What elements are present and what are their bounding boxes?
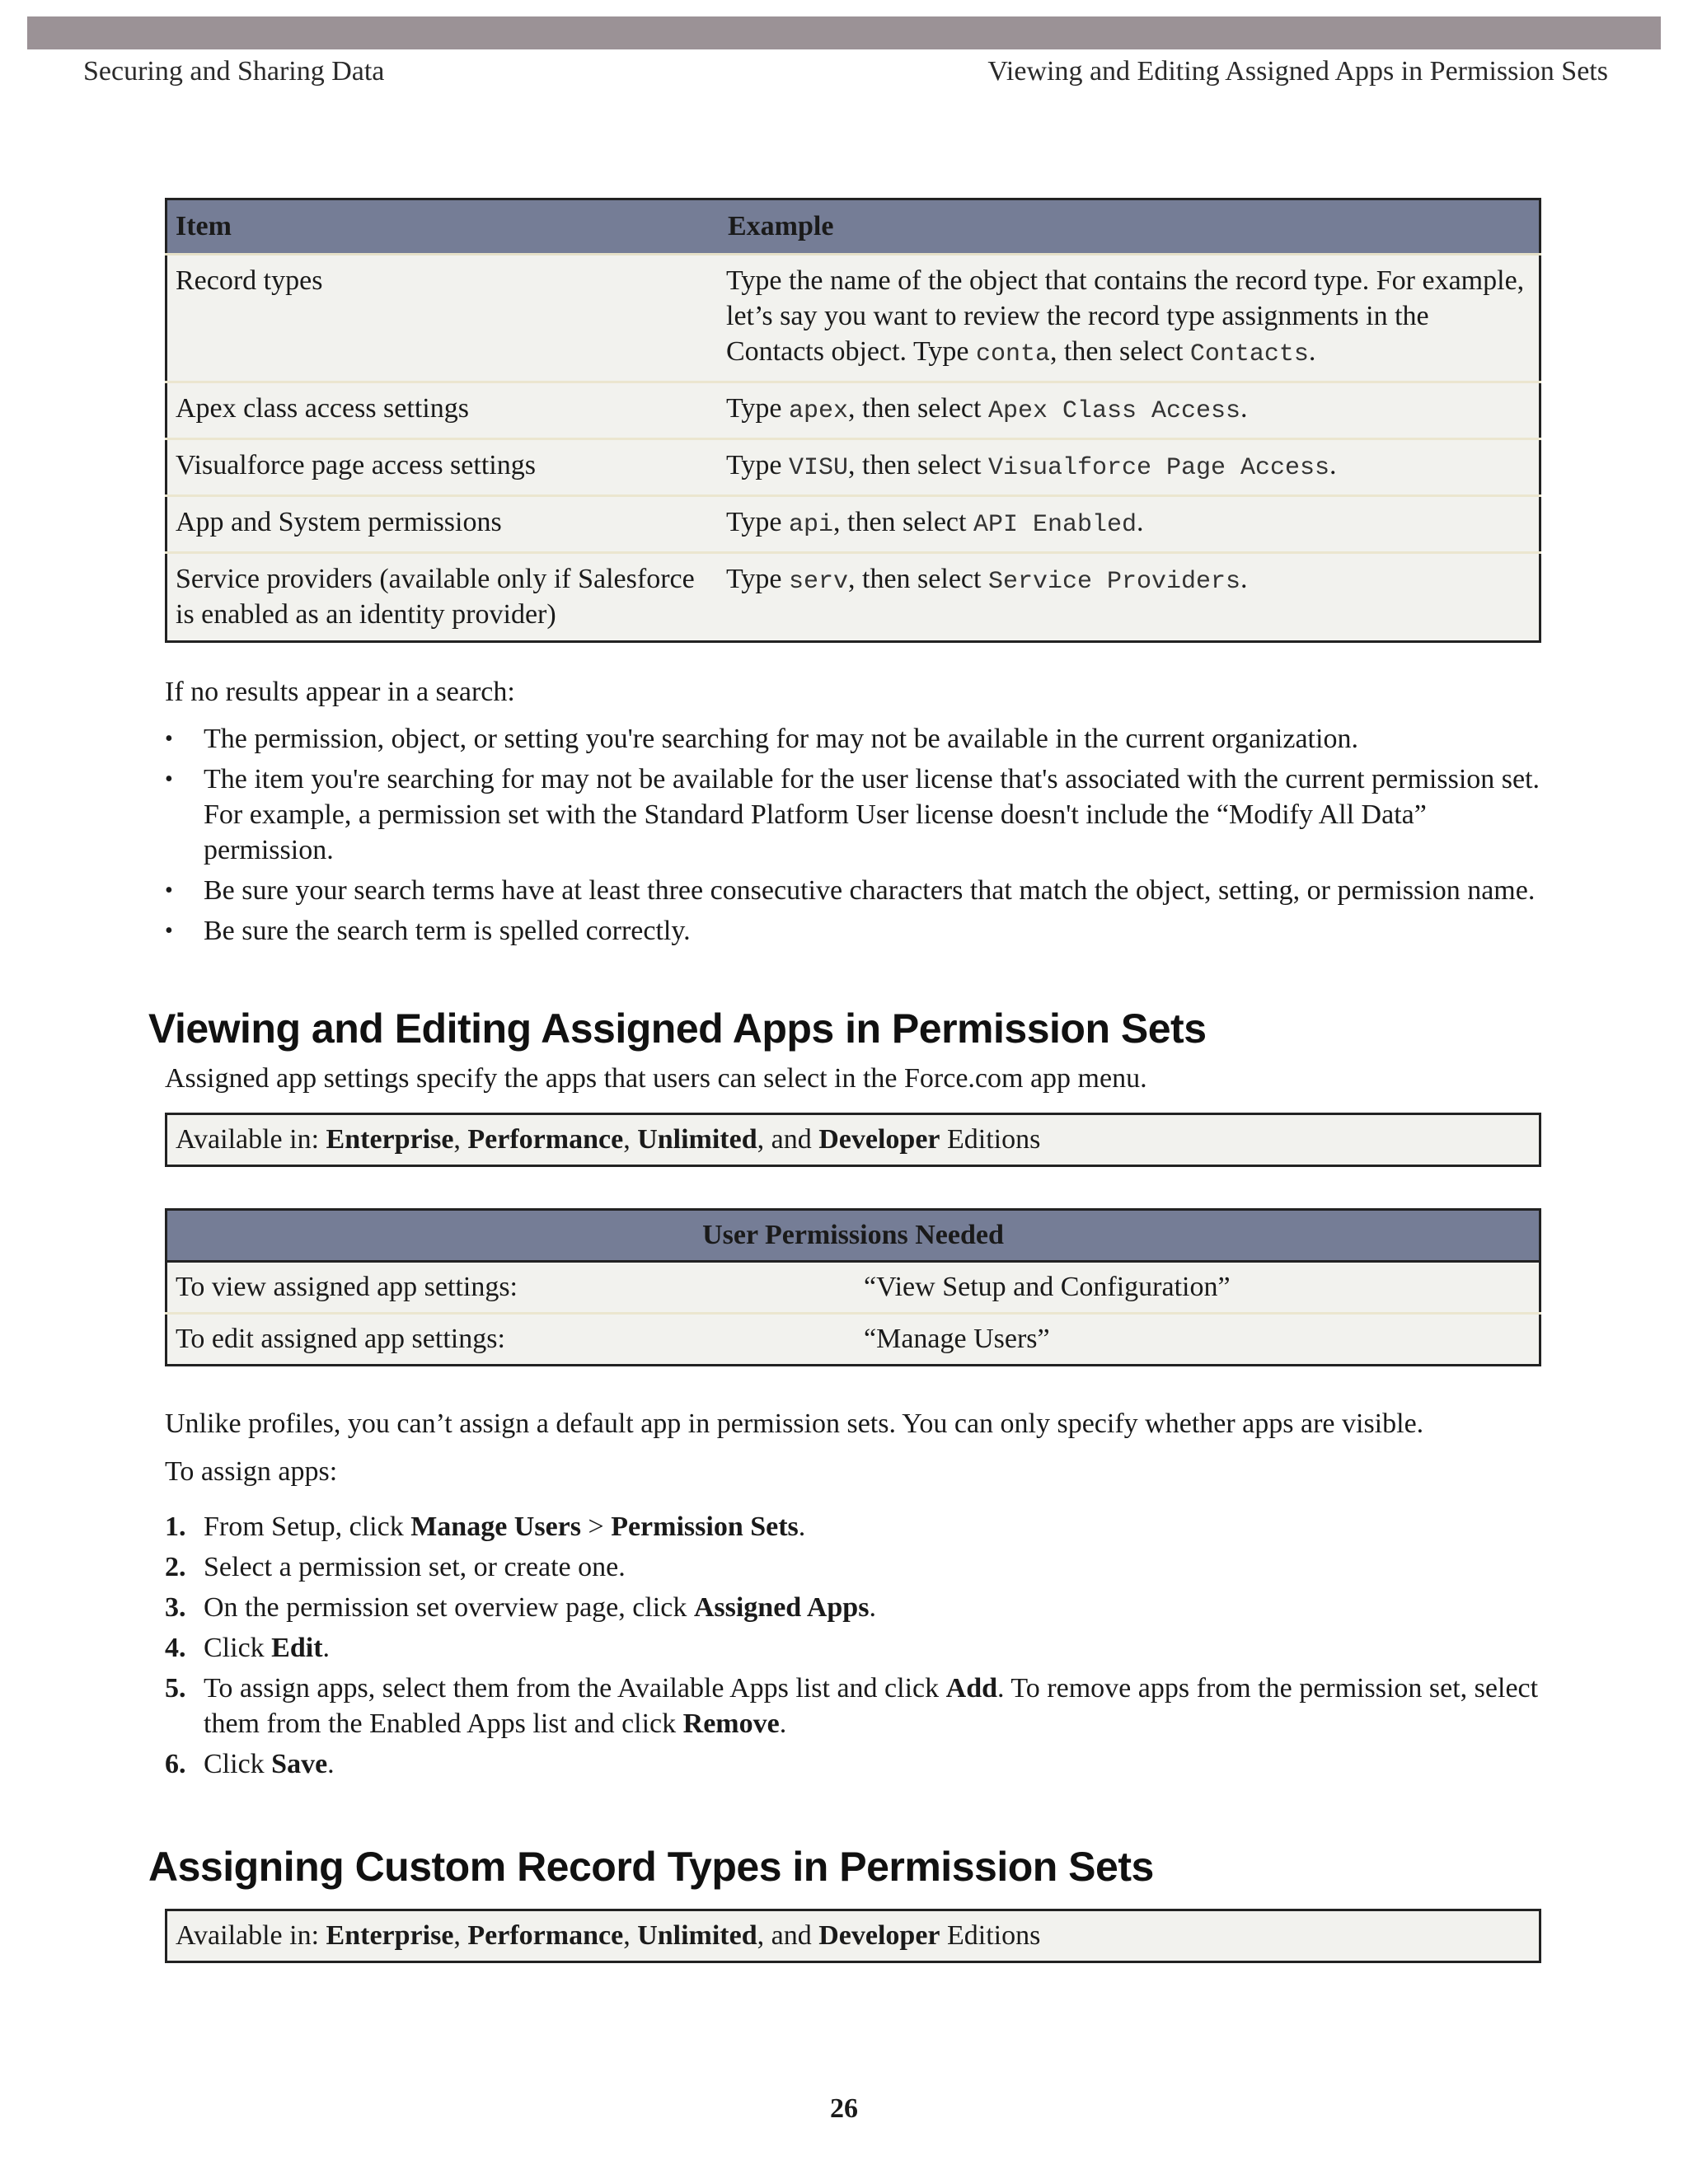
no-results-intro: If no results appear in a search:: [165, 677, 515, 707]
inline-code: API Enabled: [973, 511, 1137, 539]
text-run: .: [322, 1633, 331, 1663]
inline-code: conta: [975, 340, 1050, 368]
inline-code: Visualforce Page Access: [987, 454, 1330, 482]
step-number: 1.: [165, 1511, 186, 1542]
example-cell: [720, 255, 1540, 382]
step-number: 2.: [165, 1552, 186, 1582]
bold-text: Performance: [467, 1124, 624, 1155]
inline-code: VISU: [789, 454, 849, 482]
item-cell: Visualforce page access settings: [166, 439, 720, 496]
item-cell: Record types: [166, 255, 720, 382]
availability-box: [165, 1909, 1541, 1963]
text-run: Editions: [940, 1124, 1041, 1155]
text-run: Select a permission set, or create one.: [204, 1552, 626, 1582]
step-text: [204, 1749, 335, 1779]
running-header-right: Viewing and Editing Assigned Apps in Permission Sets: [987, 56, 1608, 87]
bold-text: Unlimited: [637, 1124, 757, 1155]
list-item: [165, 873, 1541, 908]
bullet-marker: •: [165, 878, 173, 903]
text-run: From Setup, click: [204, 1511, 411, 1542]
permission-name: “Manage Users”: [864, 1324, 1050, 1354]
text-run: On the permission set overview page, click: [204, 1592, 694, 1623]
text-run: , then select: [848, 450, 988, 480]
bold-text: Save: [271, 1749, 328, 1779]
list-item: [165, 913, 1541, 949]
list-item-text: Be sure your search terms have at least three consecutive characters that match the object, setting, or permission name.: [204, 875, 1536, 906]
item-cell: Apex class access settings: [166, 382, 720, 439]
permission-action: To view assigned app settings:: [166, 1262, 856, 1314]
step-number: 5.: [165, 1673, 186, 1704]
page-number: 26: [830, 2093, 858, 2124]
text-run: Editions: [940, 1920, 1041, 1951]
step-text: [204, 1633, 330, 1663]
list-item: [165, 762, 1541, 868]
text-run: , and: [757, 1920, 819, 1951]
text-run: Click: [204, 1633, 272, 1663]
text-run: . To remove apps from the permission set, select them from the Enabled Apps list and click: [204, 1673, 1539, 1739]
text-run: ,: [453, 1920, 468, 1951]
text-run: , then select: [848, 393, 988, 424]
text-run: Available in:: [176, 1124, 326, 1155]
text-run: To assign apps, select them from the Available Apps list and click: [204, 1673, 946, 1704]
table-row: [166, 439, 1540, 496]
text-run: .: [327, 1749, 335, 1779]
text-run: , then select: [1049, 336, 1190, 367]
step-text: [204, 1592, 876, 1623]
text-run: .: [869, 1592, 876, 1623]
list-item-text: The permission, object, or setting you're searching for may not be available in the current organization.: [204, 724, 1358, 754]
step-text: [204, 1673, 1538, 1739]
text-run: .: [798, 1511, 806, 1542]
table-row: [166, 553, 1540, 642]
table-row: [166, 1314, 1540, 1366]
table-row: [166, 496, 1540, 553]
example-cell: [720, 553, 1540, 642]
text-run: .: [1240, 564, 1248, 594]
permission-name: “View Setup and Configuration”: [856, 1262, 1540, 1314]
text-run: Type the name of the object that contains the record type. For example, let’s say you want to review the record type assignments in the Contacts object. Type: [726, 265, 1525, 367]
bold-text: Performance: [467, 1920, 624, 1951]
table-row: [166, 382, 1540, 439]
text-run: Type: [726, 507, 789, 537]
inline-code: api: [789, 511, 834, 539]
user-permissions-table: [165, 1208, 1541, 1366]
text-run: , and: [757, 1124, 819, 1155]
assigned-apps-intro: Assigned app settings specify the apps that users can select in the Force.com app menu.: [165, 1063, 1147, 1094]
bold-text: Unlimited: [637, 1920, 757, 1951]
text-run: .: [1137, 507, 1144, 537]
text-run: ,: [623, 1124, 638, 1155]
section-title-assigned-apps: Viewing and Editing Assigned Apps in Permission Sets: [148, 1005, 1207, 1052]
search-examples-table: [165, 198, 1541, 643]
inline-code: Service Providers: [987, 568, 1241, 596]
inline-code: apex: [789, 397, 849, 425]
item-cell: Service providers (available only if Salesforce is enabled as an identity provider): [176, 564, 695, 630]
running-header-left: Securing and Sharing Data: [83, 56, 385, 87]
assign-apps-steps: [165, 1509, 1541, 1782]
text-run: Type: [726, 564, 789, 594]
inline-code: Apex Class Access: [987, 397, 1241, 425]
permission-action: To edit assigned app settings:: [176, 1324, 505, 1354]
bold-text: Developer: [818, 1920, 940, 1951]
step-item: [165, 1746, 1541, 1782]
table-row: [166, 255, 1540, 382]
text-run: >: [581, 1511, 612, 1542]
step-item: [165, 1630, 1541, 1666]
bold-text: Edit: [271, 1633, 323, 1663]
steps-intro: To assign apps:: [165, 1456, 338, 1487]
bullet-marker: •: [165, 766, 173, 792]
step-item: [165, 1671, 1541, 1741]
default-app-note: Unlike profiles, you can’t assign a default app in permission sets. You can only specify whether apps are visible.: [165, 1408, 1424, 1439]
section-title-record-types: Assigning Custom Record Types in Permission Sets: [148, 1844, 1154, 1890]
example-cell: [720, 382, 1540, 439]
page-content: [148, 198, 1541, 1963]
text-run: .: [1240, 393, 1248, 424]
bold-text: Assigned Apps: [693, 1592, 870, 1623]
list-item-text: The item you're searching for may not be available for the user license that's associated with the current permission set. For example, a permission set with the Standard Platform User license doesn't include the “Modify All Data” permission.: [204, 764, 1540, 865]
text-run: .: [1329, 450, 1337, 480]
no-results-list: [165, 721, 1541, 949]
bold-text: Enterprise: [326, 1920, 454, 1951]
text-run: Click: [204, 1749, 272, 1779]
text-run: , then select: [833, 507, 973, 537]
bold-text: Remove: [682, 1708, 780, 1739]
item-cell: App and System permissions: [166, 496, 720, 553]
search-examples-body: [166, 255, 1540, 642]
bold-text: Enterprise: [326, 1124, 454, 1155]
bullet-marker: •: [165, 918, 173, 944]
inline-code: serv: [789, 568, 849, 596]
text-run: ,: [453, 1124, 468, 1155]
permissions-body: [166, 1262, 1540, 1366]
bold-text: Permission Sets: [611, 1511, 799, 1542]
bold-text: Developer: [818, 1124, 940, 1155]
top-bar: [27, 16, 1661, 49]
availability-box: [165, 1113, 1541, 1167]
example-cell: [720, 439, 1540, 496]
bullet-marker: •: [165, 726, 173, 752]
text-run: , then select: [848, 564, 988, 594]
text-run: Type: [726, 450, 789, 480]
permissions-title: User Permissions Needed: [166, 1210, 1540, 1262]
step-item: [165, 1549, 1541, 1585]
step-number: 3.: [165, 1592, 186, 1623]
text-run: .: [779, 1708, 787, 1739]
step-item: [165, 1590, 1541, 1625]
text-run: Type: [726, 393, 789, 424]
bold-text: Manage Users: [410, 1511, 581, 1542]
step-number: 6.: [165, 1749, 186, 1779]
column-header-item: Item: [166, 199, 720, 255]
list-item: [165, 721, 1541, 757]
step-text: [204, 1511, 805, 1542]
step-number: 4.: [165, 1633, 186, 1663]
inline-code: Contacts: [1189, 340, 1309, 368]
example-cell: [720, 496, 1540, 553]
table-row: [166, 1262, 1540, 1314]
text-run: .: [1308, 336, 1316, 367]
bold-text: Add: [945, 1673, 998, 1704]
text-run: ,: [623, 1920, 638, 1951]
text-run: Available in:: [176, 1920, 326, 1951]
step-item: [165, 1509, 1541, 1544]
step-text: [204, 1552, 626, 1582]
column-header-example: Example: [720, 199, 1540, 255]
list-item-text: Be sure the search term is spelled correctly.: [204, 916, 691, 946]
